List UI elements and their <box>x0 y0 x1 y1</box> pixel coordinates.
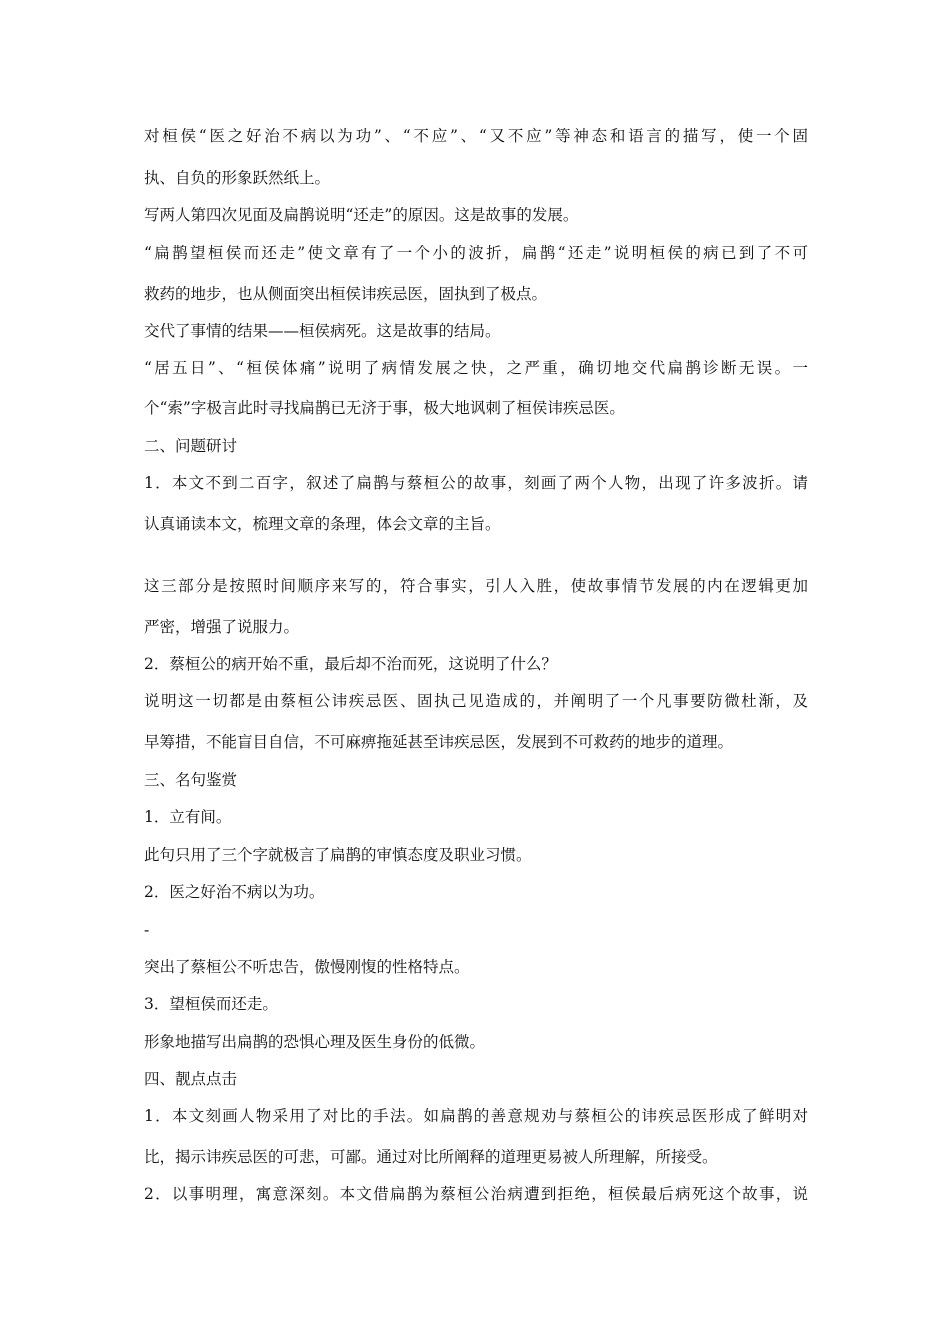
paragraph-line: 此句只用了三个字就极言了扁鹊的审慎态度及职业习惯。 <box>144 846 532 864</box>
paragraph-line: 严密，增强了说服力。 <box>144 618 300 636</box>
section-heading: 二、问题研讨 <box>144 437 238 455</box>
paragraph-line: 早筹措，不能盲目自信，不可麻痹拖延甚至讳疾忌医，发展到不可救药的地步的道理。 <box>144 733 734 751</box>
quote-line: 1．立有间。 <box>144 808 232 826</box>
paragraph-line: 个“索”字极言此时寻找扁鹊已无济于事，极大地讽刺了桓侯讳疾忌医。 <box>144 399 625 417</box>
paragraph-line: 说明这一切都是由蔡桓公讳疾忌医、固执己见造成的，并阐明了一个凡事要防微杜渐，及 <box>144 692 808 710</box>
section-heading: 三、名句鉴赏 <box>144 771 238 789</box>
paragraph-line: 突出了蔡桓公不听忠告，傲慢刚愎的性格特点。 <box>144 958 470 976</box>
paragraph-line: 比，揭示讳疾忌医的可悲，可鄙。通过对比所阐释的道理更易被人所理解，所接受。 <box>144 1148 718 1166</box>
quote-line: 3．望桓侯而还走。 <box>144 995 278 1013</box>
paragraph-line: 写两人第四次见面及扁鹊说明“还走”的原因。这是故事的发展。 <box>144 206 579 224</box>
paragraph-line: 执、自负的形象跃然纸上。 <box>144 169 331 187</box>
paragraph-line: 形象地描写出扁鹊的恐惧心理及医生身份的低微。 <box>144 1033 486 1051</box>
section-heading: 四、靓点点击 <box>144 1070 238 1088</box>
paragraph-line: 1．本文刻画人物采用了对比的手法。如扁鹊的善意规劝与蔡桓公的讳疾忌医形成了鲜明对 <box>144 1107 808 1125</box>
dash-line: - <box>144 921 150 939</box>
paragraph-line: 对桓侯“医之好治不病以为功”、“不应”、“又不应”等神态和语言的描写，使一个固 <box>144 127 808 145</box>
paragraph-line: “居五日”、“桓侯体痛”说明了病情发展之快，之严重，确切地交代扁鹊诊断无误。一 <box>144 359 808 377</box>
paragraph-line: “扁鹊望桓侯而还走”使文章有了一个小的波折，扁鹊“还走”说明桓侯的病已到了不可 <box>144 244 808 262</box>
quote-line: 2．医之好治不病以为功。 <box>144 883 325 901</box>
question-line: 认真诵读本文，梳理文章的条理，体会文章的主旨。 <box>144 515 501 533</box>
paragraph-line: 这三部分是按照时间顺序来写的，符合事实，引人入胜，使故事情节发展的内在逻辑更加 <box>144 577 808 595</box>
question-line: 2．蔡桓公的病开始不重，最后却不治而死，这说明了什么？ <box>144 655 557 673</box>
paragraph-line: 交代了事情的结果——桓侯病死。这是故事的结局。 <box>144 322 501 340</box>
paragraph-line: 2．以事明理，寓意深刻。本文借扁鹊为蔡桓公治病遭到拒绝，桓侯最后病死这个故事，说 <box>144 1185 808 1203</box>
question-line: 1．本文不到二百字，叙述了扁鹊与蔡桓公的故事，刻画了两个人物，出现了许多波折。请 <box>144 474 808 492</box>
paragraph-line: 救药的地步，也从侧面突出桓侯讳疾忌医，固执到了极点。 <box>144 285 548 303</box>
